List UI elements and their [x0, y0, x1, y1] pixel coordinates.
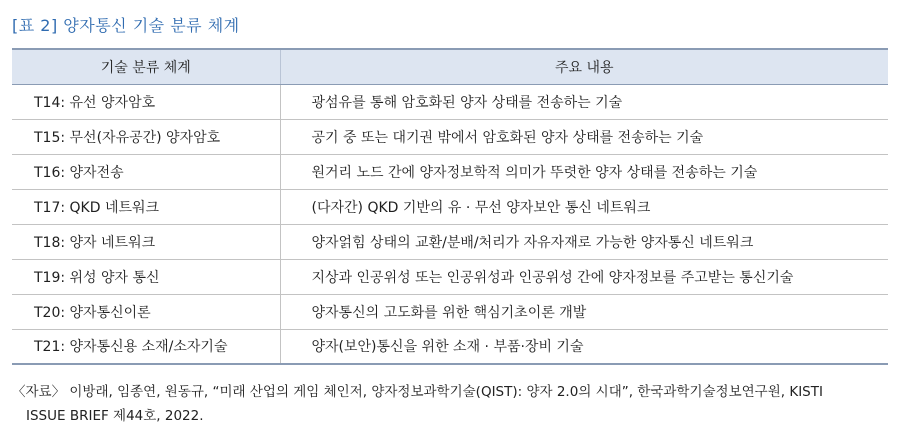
description-cell: 양자통신의 고도화를 위한 핵심기초이론 개발: [280, 294, 888, 329]
category-cell: T21: 양자통신용 소재/소자기술: [12, 329, 280, 364]
category-cell: T20: 양자통신이론: [12, 294, 280, 329]
source-line-2: ISSUE BRIEF 제44호, 2022.: [26, 408, 204, 424]
classification-table: [12, 48, 888, 365]
table-row: [12, 259, 888, 294]
header-description: 주요 내용: [280, 49, 888, 84]
table-row: [12, 154, 888, 189]
description-cell: 공기 중 또는 대기권 밖에서 암호화된 양자 상태를 전송하는 기술: [280, 119, 888, 154]
table-row: [12, 294, 888, 329]
category-cell: T18: 양자 네트워크: [12, 224, 280, 259]
table-row: [12, 84, 888, 119]
source-note: [12, 380, 892, 428]
header-row: [12, 49, 888, 84]
source-line-1: 〈자료〉 이방래, 임종연, 원동규, “미래 산업의 게임 체인저, 양자정보과학기술(QIST): 양자 2.0의 시대”, 한국과학기술정보연구원, KISTI: [12, 384, 823, 400]
description-cell: 지상과 인공위성 또는 인공위성과 인공위성 간에 양자정보를 주고받는 통신기술: [280, 259, 888, 294]
table-row: [12, 119, 888, 154]
description-cell: 광섬유를 통해 암호화된 양자 상태를 전송하는 기술: [280, 84, 888, 119]
table-row: [12, 224, 888, 259]
category-cell: T19: 위성 양자 통신: [12, 259, 280, 294]
category-cell: T14: 유선 양자암호: [12, 84, 280, 119]
description-cell: 양자(보안)통신을 위한 소재 · 부품·장비 기술: [280, 329, 888, 364]
description-cell: (다자간) QKD 기반의 유 · 무선 양자보안 통신 네트워크: [280, 189, 888, 224]
category-cell: T16: 양자전송: [12, 154, 280, 189]
description-cell: 양자얽힘 상태의 교환/분배/처리가 자유자재로 가능한 양자통신 네트워크: [280, 224, 888, 259]
category-cell: T15: 무선(자유공간) 양자암호: [12, 119, 280, 154]
header-category: 기술 분류 체계: [12, 49, 280, 84]
table-row: [12, 189, 888, 224]
table-row: [12, 329, 888, 364]
category-cell: T17: QKD 네트워크: [12, 189, 280, 224]
description-cell: 원거리 노드 간에 양자정보학적 의미가 뚜렷한 양자 상태를 전송하는 기술: [280, 154, 888, 189]
table-caption: [표 2] 양자통신 기술 분류 체계: [12, 16, 240, 35]
